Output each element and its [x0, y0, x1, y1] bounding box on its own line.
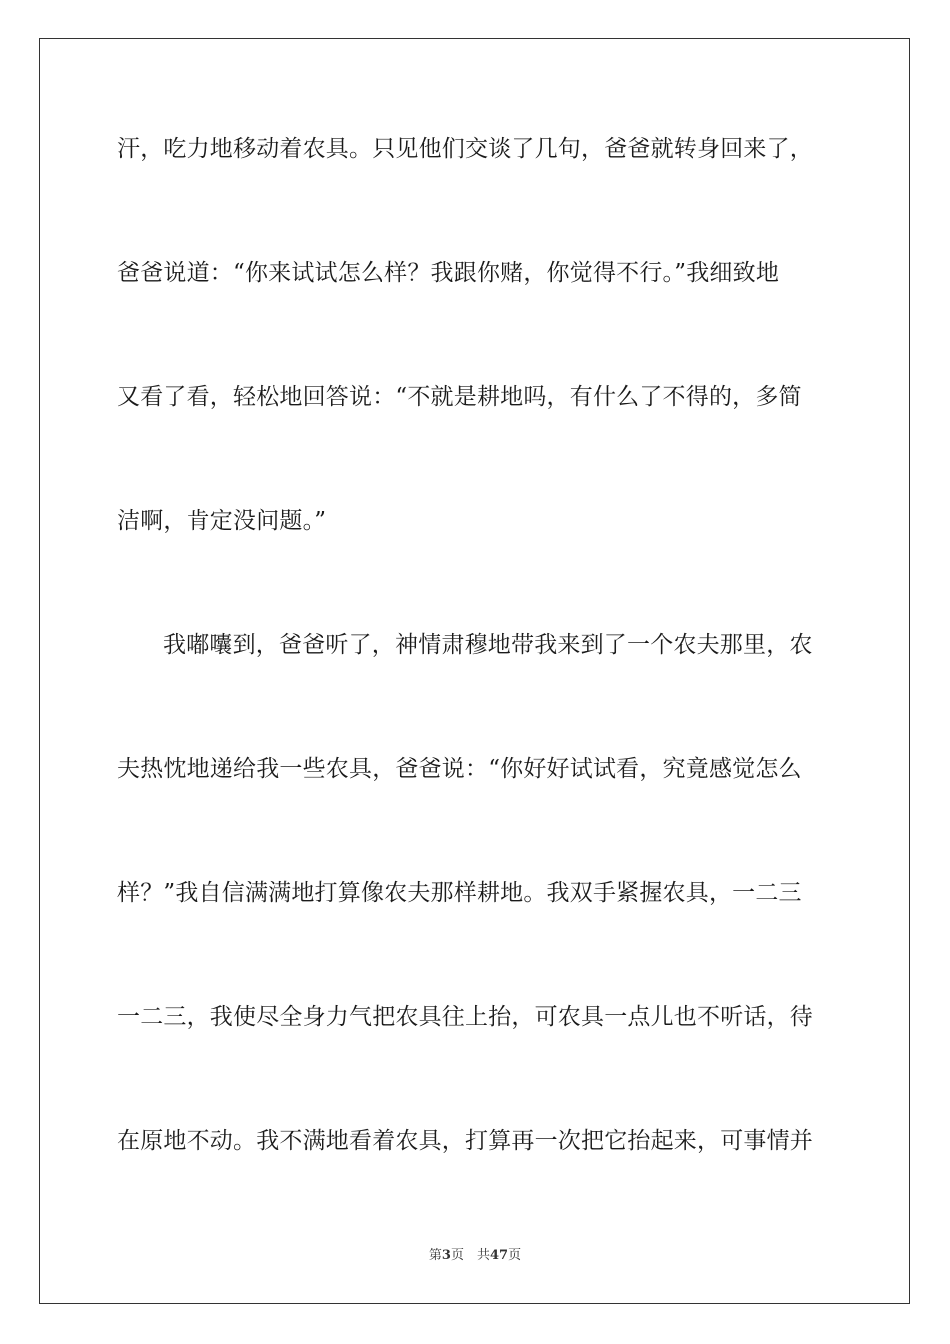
paragraph-line: 又看了看，轻松地回答说：“不就是耕地吗，有什么了不得的，多简 — [117, 384, 802, 410]
paragraph-line: 在原地不动。我不满地看着农具，打算再一次把它抬起来，可事情并 — [117, 1128, 813, 1154]
paragraph-line: 夫热忱地递给我一些农具，爸爸说：“你好好试试看，究竟感觉怎么 — [117, 756, 802, 782]
total-pages-number: 47 — [489, 1248, 509, 1263]
paragraph-line: 洁啊，肯定没问题。” — [117, 508, 327, 534]
footer-suffix: 页 — [508, 1248, 522, 1263]
paragraph-line: 爸爸说道：“你来试试怎么样？我跟你赌，你觉得不行。”我细致地 — [117, 260, 780, 286]
paragraph-line: 一二三，我使尽全身力气把农具往上抬，可农具一点儿也不听话，待 — [117, 1004, 813, 1030]
paragraph-line: 汗，吃力地移动着农具。只见他们交谈了几句，爸爸就转身回来了， — [117, 136, 813, 162]
paragraph-line-indented: 我嘟囔到，爸爸听了，神情肃穆地带我来到了一个农夫那里，农 — [163, 632, 813, 658]
current-page-number: 3 — [441, 1248, 451, 1263]
footer-middle: 页 共 — [450, 1248, 490, 1263]
footer-prefix: 第 — [428, 1248, 442, 1263]
page-border — [39, 38, 910, 1304]
paragraph-line: 样？”我自信满满地打算像农夫那样耕地。我双手紧握农具，一二三 — [117, 880, 802, 906]
page-number-footer — [0, 1247, 950, 1265]
